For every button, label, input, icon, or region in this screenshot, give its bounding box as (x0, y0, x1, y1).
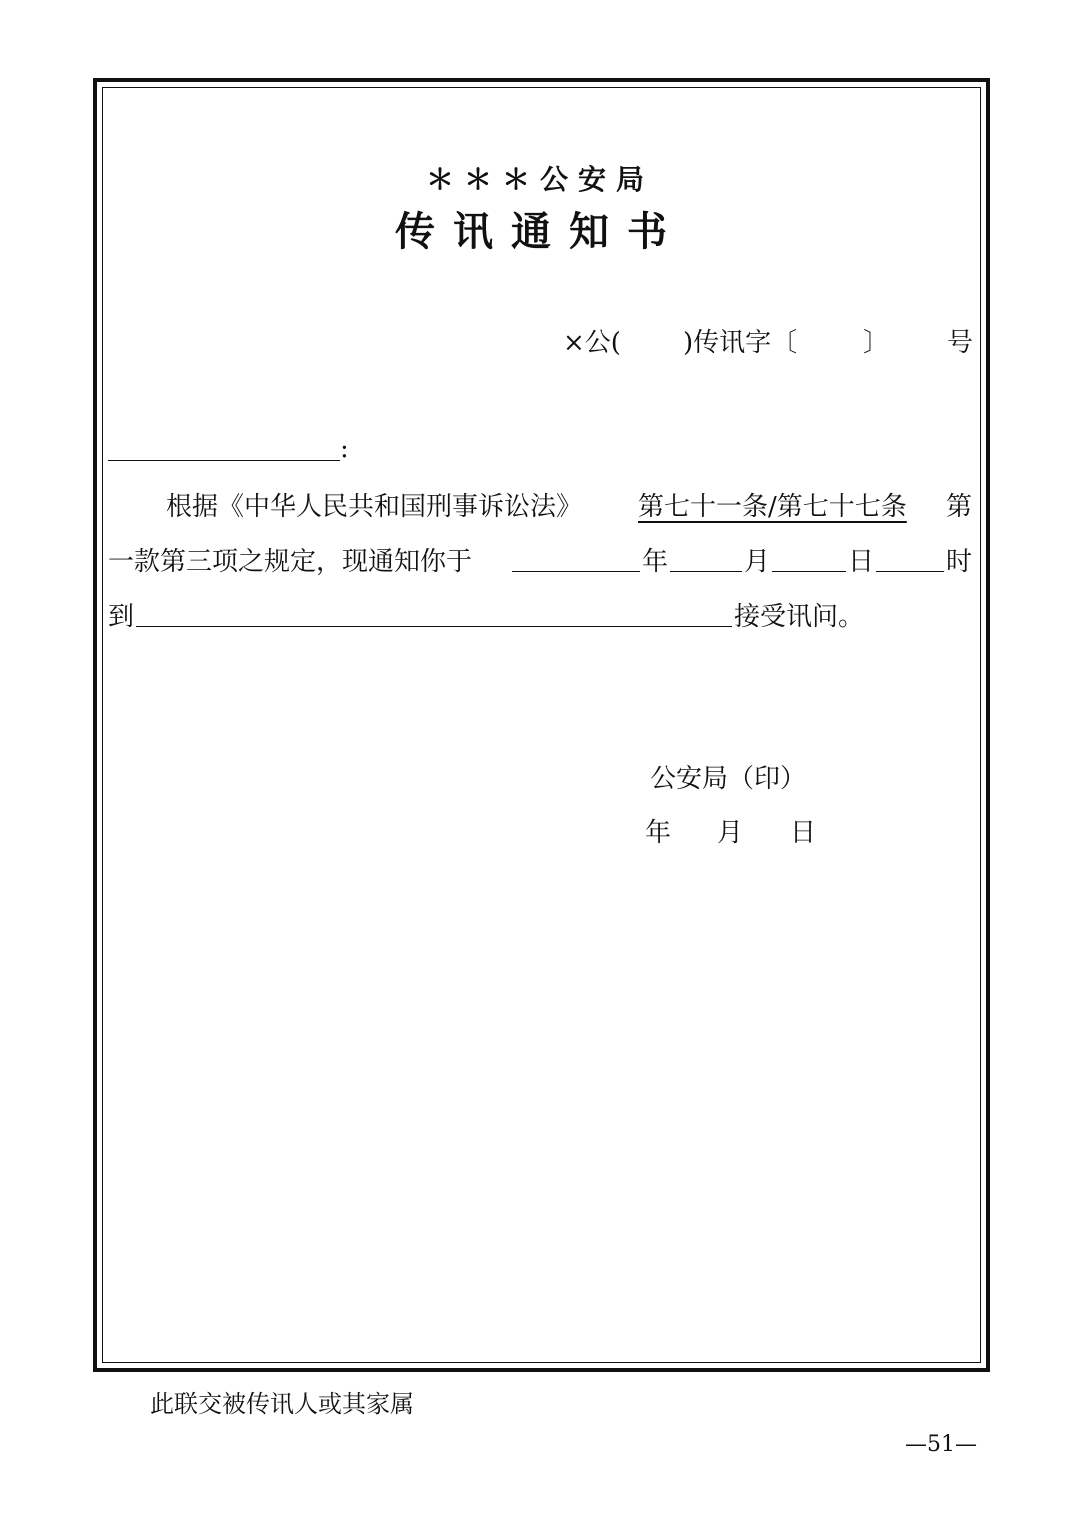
doc-number-mid: )传讯字〔 (683, 328, 798, 358)
doc-number-suffix: 号 (947, 328, 974, 358)
document-number (563, 322, 973, 362)
body-line1-start: 根据《中华人民共和国刑事诉讼法》 (166, 492, 583, 522)
location-blank[interactable] (136, 626, 732, 627)
page-number: —51— (905, 1432, 977, 1457)
addressee-blank[interactable] (108, 460, 340, 461)
document-inner-border (102, 87, 981, 1363)
signature-year: 年 (645, 818, 672, 848)
copy-note: 此联交被传讯人或其家属 (150, 1390, 414, 1418)
month-blank[interactable] (670, 571, 742, 572)
signature-day: 日 (790, 818, 817, 848)
body-line1-end: 第 (946, 492, 973, 522)
signature-org: 公安局（印） (650, 764, 807, 794)
hour-label: 时 (946, 547, 973, 577)
day-label: 日 (848, 547, 875, 577)
body-line3-end: 接受讯问。 (734, 602, 865, 632)
hour-blank[interactable] (876, 571, 944, 572)
addressee-colon: : (340, 434, 349, 464)
day-blank[interactable] (772, 571, 846, 572)
month-label: 月 (744, 547, 771, 577)
document-title: 传讯通知书 (395, 208, 685, 255)
doc-number-prefix: ×公( (563, 328, 621, 358)
body-line1-articles: 第七十一条/第七十七条 (638, 492, 907, 522)
body-line3-start: 到 (108, 602, 135, 632)
year-blank[interactable] (512, 571, 640, 572)
signature-month: 月 (717, 818, 744, 848)
doc-number-bracket-close: 〕 (863, 328, 890, 358)
year-label: 年 (642, 547, 669, 577)
agency-heading: ＊＊＊公安局 (425, 163, 654, 196)
body-line2-start: 一款第三项之规定，现通知你于 (108, 547, 473, 577)
